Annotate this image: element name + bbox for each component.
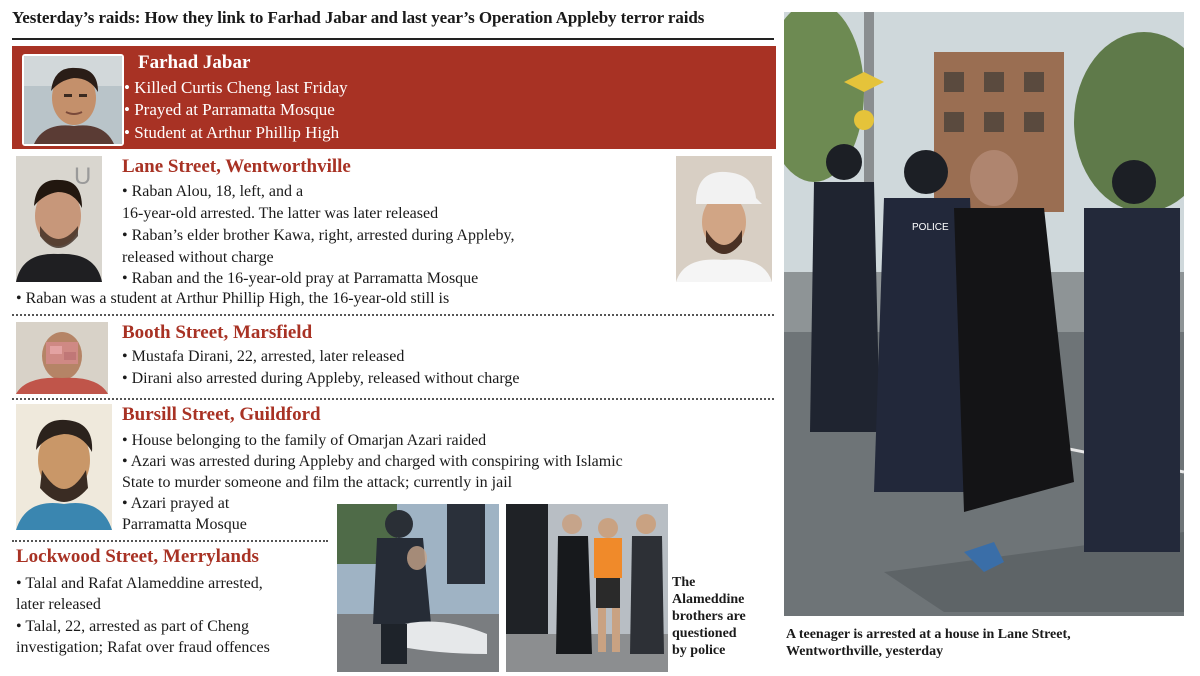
farhad-jabar-box [12,46,776,149]
section-divider [12,314,774,316]
alameddine-caption-line: questioned [672,626,737,641]
booth-line: • Dirani also arrested during Appleby, released without charge [122,370,520,387]
lane-line: • Raban’s elder brother Kawa, right, arrested during Appleby, [122,227,515,244]
alameddine-arrest-photo [337,504,499,672]
mustafa-dirani-photo [16,322,108,394]
lane-line: • Raban was a student at Arthur Phillip High, the 16-year-old still is [16,290,450,307]
section-divider [12,398,774,400]
alameddine-caption-line: Alameddine [672,592,745,607]
booth-line: • Mustafa Dirani, 22, arrested, later released [122,348,405,365]
kawa-alou-photo [676,156,772,282]
lockwood-street-title: Lockwood Street, Merrylands [16,546,259,567]
lane-line: released without charge [122,249,274,266]
bursill-line: Parramatta Mosque [122,516,247,533]
main-caption-line: Wentworthville, yesterday [786,644,944,659]
lane-street-arrest-photo [784,12,1184,616]
bursill-line: • House belonging to the family of Omarjan Azari raided [122,432,487,449]
headline-rule [12,38,774,40]
bursill-line: • Azari was arrested during Appleby and charged with conspiring with Islamic [122,453,623,470]
lane-line: • Raban Alou, 18, left, and a [122,183,304,200]
farhad-bullet: • Student at Arthur Phillip High [124,123,340,142]
alameddine-caption-line: by police [672,643,726,658]
raban-alou-photo [16,156,102,282]
lockwood-line: later released [16,596,101,613]
farhad-bullet: • Prayed at Parramatta Mosque [124,100,335,119]
farhad-bullet: • Killed Curtis Cheng last Friday [124,78,348,97]
main-photo-caption [786,626,1071,660]
lane-line: • Raban and the 16-year-old pray at Parramatta Mosque [122,270,479,287]
lockwood-line: investigation; Rafat over fraud offences [16,639,270,656]
police-vest-label: POLICE [912,222,949,233]
farhad-jabar-photo [22,54,124,146]
farhad-name: Farhad Jabar [138,52,251,73]
section-divider [12,540,328,542]
bursill-line: • Azari prayed at [122,495,230,512]
lockwood-line: • Talal, 22, arrested as part of Cheng [16,618,249,635]
alameddine-questioning-photo [506,504,668,672]
photo-backdrop-lettering: U [74,163,92,190]
alameddine-caption [672,574,746,659]
main-caption-line: A teenager is arrested at a house in Lane Street, [786,627,1071,642]
bursill-line: State to murder someone and film the attack; currently in jail [122,474,513,491]
lockwood-line: • Talal and Rafat Alameddine arrested, [16,575,263,592]
alameddine-caption-line: brothers are [672,609,746,624]
lane-line: 16-year-old arrested. The latter was later released [122,205,439,222]
headline: Yesterday’s raids: How they link to Farhad Jabar and last year’s Operation Appleby terror raids [12,8,705,27]
booth-street-title: Booth Street, Marsfield [122,322,313,343]
bursill-street-title: Bursill Street, Guildford [122,404,321,425]
omarjan-azari-sketch [16,404,112,530]
lane-street-title: Lane Street, Wentworthville [122,156,351,177]
alameddine-caption-line: The [672,575,696,590]
